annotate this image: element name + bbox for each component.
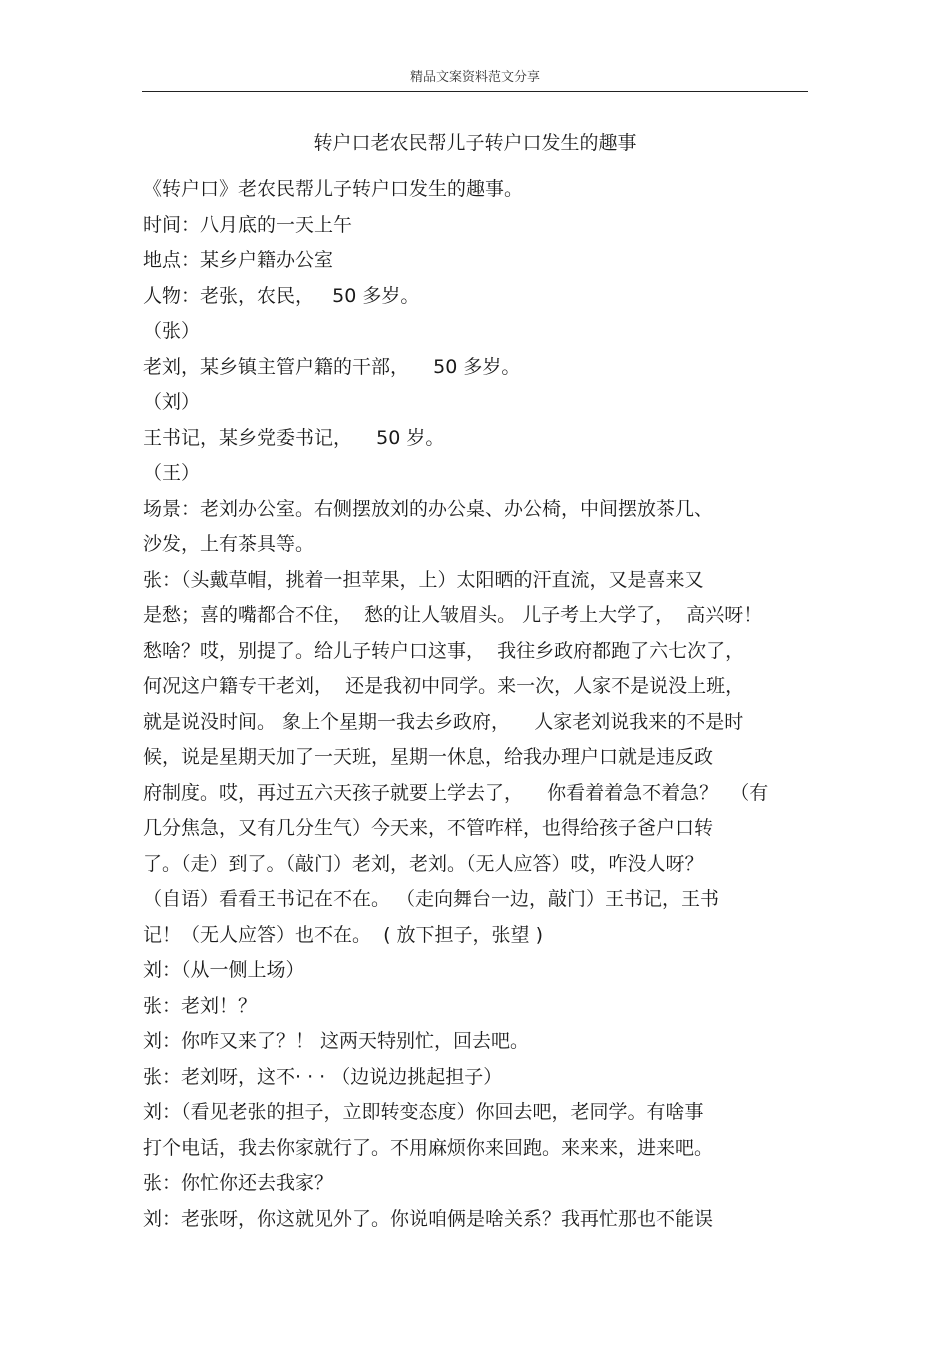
document-body <box>143 172 823 1237</box>
text-line: 就是说没时间。 象上个星期一我去乡政府， 人家老刘说我来的不是时 <box>143 710 744 733</box>
text-line: 人物：老张，农民， 50 多岁。 <box>143 284 420 307</box>
text-line: 场景：老刘办公室。右侧摆放刘的办公桌、办公椅，中间摆放茶几、 <box>143 497 714 520</box>
text-line: 刘：老张呀，你这就见外了。你说咱俩是啥关系？我再忙那也不能误 <box>143 1207 714 1230</box>
text-line: 何况这户籍专干老刘， 还是我初中同学。来一次，人家不是说没上班， <box>143 675 745 697</box>
document-title: 转户口老农民帮儿子转户口发生的趣事 <box>313 132 637 154</box>
text-line: （刘） <box>143 391 201 413</box>
text-line: 张：你忙你还去我家？ <box>143 1172 334 1194</box>
text-line: 张：老刘！？ <box>143 994 258 1017</box>
text-line: 刘：（从一侧上场） <box>143 959 305 981</box>
text-line: 打个电话，我去你家就行了。不用麻烦你来回跑。来来来，进来吧。 <box>143 1136 714 1159</box>
text-line: 刘：（看见老张的担子，立即转变态度）你回去吧，老同学。有啥事 <box>143 1101 704 1123</box>
text-line: 愁啥？哎，别提了。给儿子转户口这事， 我往乡政府都跑了六七次了， <box>143 639 745 662</box>
text-line: 《转户口》老农民帮儿子转户口发生的趣事。 <box>143 178 524 200</box>
text-line: 老刘，某乡镇主管户籍的干部， 50 多岁。 <box>143 355 521 378</box>
text-line: 沙发，上有茶具等。 <box>143 533 315 555</box>
text-line: 刘：你咋又来了？！ 这两天特别忙，回去吧。 <box>143 1030 530 1052</box>
header-divider <box>142 91 808 92</box>
text-line: 记！（无人应答）也不在。 ( 放下担子，张望 ) <box>143 923 543 946</box>
text-line: 王书记，某乡党委书记， 50 岁。 <box>143 426 445 449</box>
text-line: 府制度。哎，再过五六天孩子就要上学去了， 你看着着急不着急？ （有 <box>143 781 769 804</box>
text-line: 张：（头戴草帽，挑着一担苹果，上）太阳晒的汗直流，又是喜来又 <box>143 568 704 591</box>
page-header: 精品文案资料范文分享 <box>409 70 540 85</box>
text-line: 时间：八月底的一天上午 <box>143 213 353 236</box>
text-line: 地点：某乡户籍办公室 <box>143 249 334 271</box>
text-line: 候，说是星期天加了一天班，星期一休息，给我办理户口就是违反政 <box>143 746 714 768</box>
text-line: 张：老刘呀，这不· · · （边说边挑起担子） <box>143 1065 503 1088</box>
text-line: （自语）看看王书记在不在。 （走向舞台一边，敲门）王书记，王书 <box>143 888 720 910</box>
text-line: 是愁；喜的嘴都合不住， 愁的让人皱眉头。 儿子考上大学了， 高兴呀！ <box>143 604 763 626</box>
text-line: （王） <box>143 462 201 484</box>
text-line: 几分焦急，又有几分生气）今天来，不管咋样，也得给孩子爸户口转 <box>143 817 714 839</box>
text-line: 了。（走）到了。（敲门）老刘，老刘。（无人应答）哎，咋没人呀？ <box>143 852 704 875</box>
text-line: （张） <box>143 320 201 342</box>
